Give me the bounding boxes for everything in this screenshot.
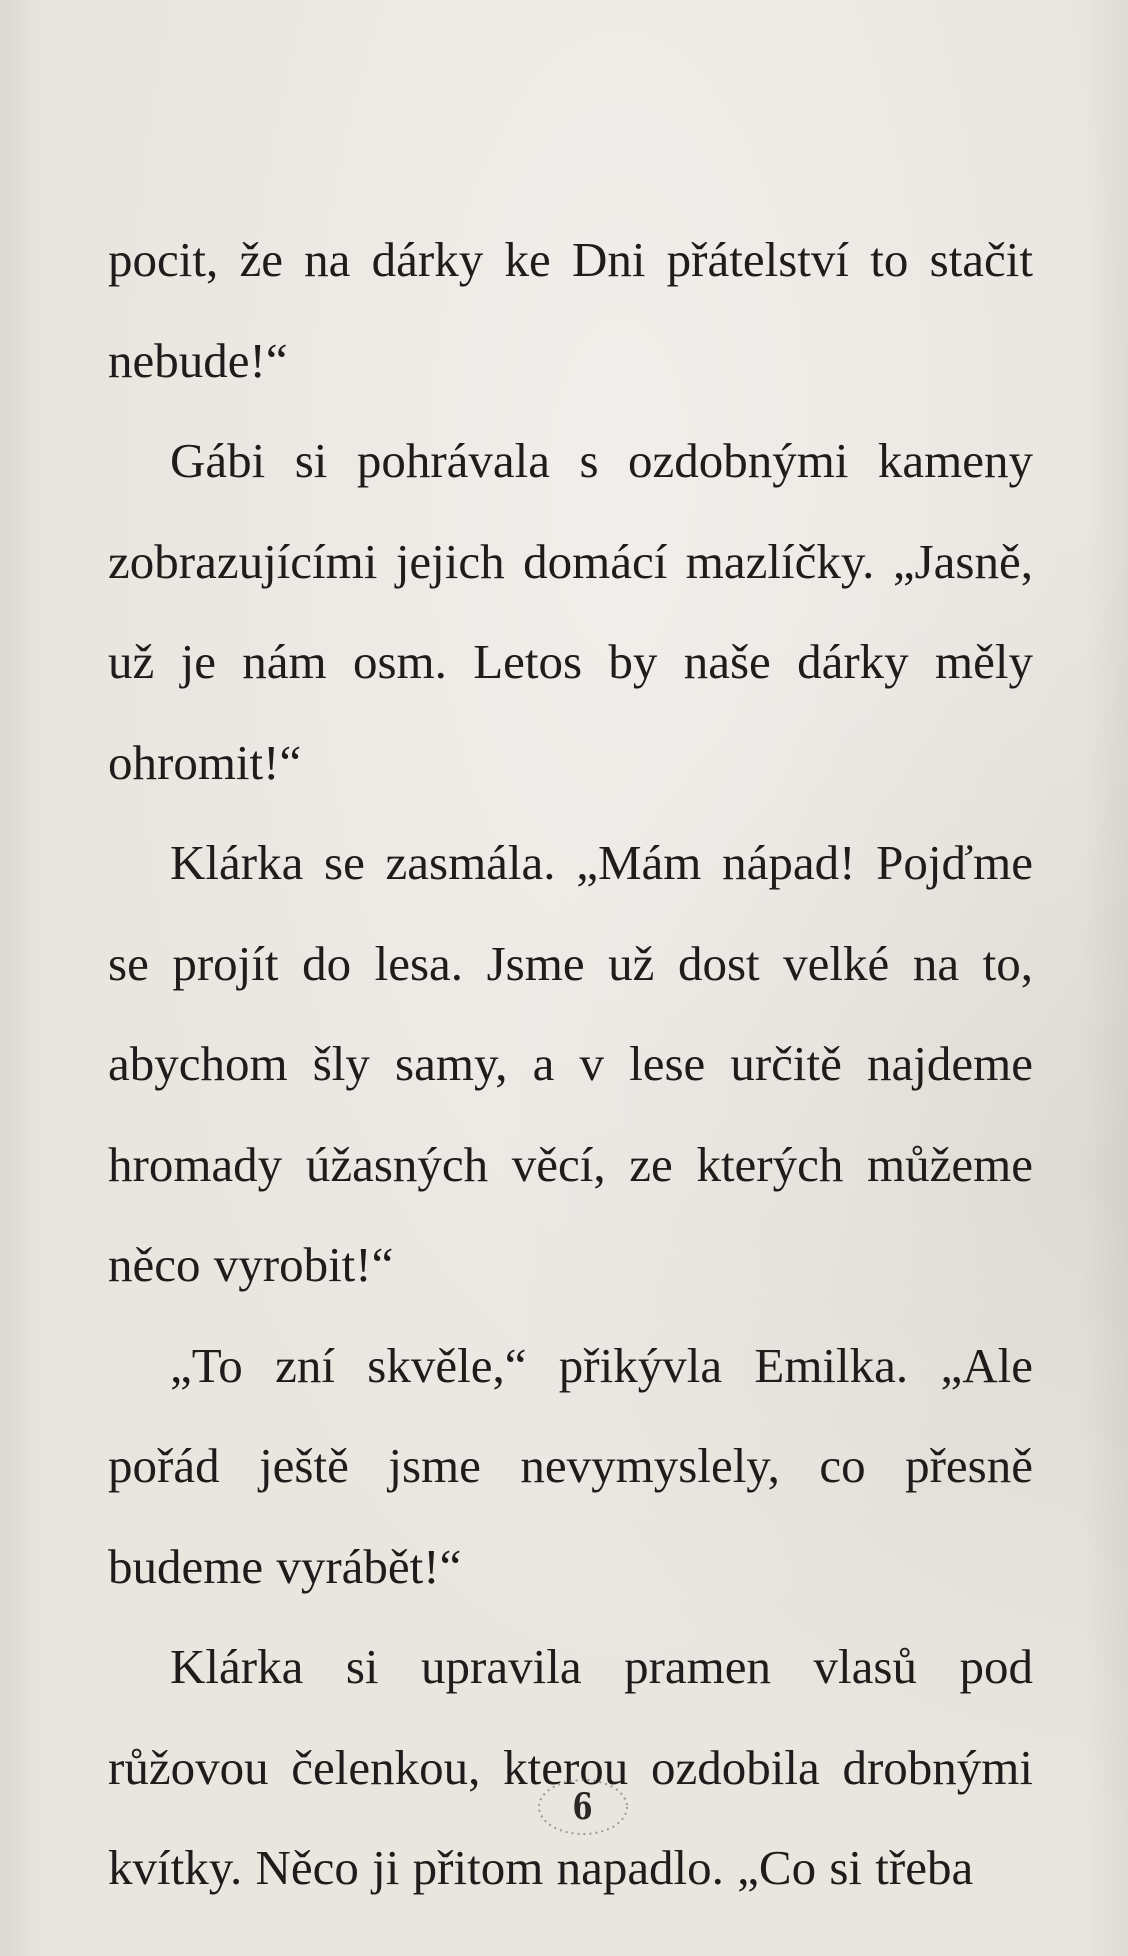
paragraph-1: pocit, že na dárky ke Dni přátelství to stačit nebude!“ (108, 232, 1033, 388)
paragraph-3: Klárka se zasmála. „Mám nápad! Pojďme se projít do lesa. Jsme už dost velké na to, abychom šly samy, a v lese určitě najdeme hromady úžasných věcí, ze kterých můžeme něco vyrobit!“ (108, 835, 1033, 1292)
page-number-badge (528, 1772, 638, 1842)
body-text (108, 210, 1033, 1919)
paragraph-5: Klárka si upravila pramen vlasů pod růžovou čelenkou, kterou ozdobila drobnými kvítky. Něco ji přitom napadlo. „Co si třeba (108, 1639, 1033, 1895)
page-number: 6 (572, 1786, 594, 1828)
paragraph-2: Gábi si pohrávala s ozdobnými kameny zobrazujícími jejich domácí mazlíčky. „Jasně, už je nám osm. Letos by naše dárky měly ohromit!“ (108, 433, 1033, 790)
paragraph-4: „To zní skvěle,“ přikývla Emilka. „Ale pořád ještě jsme nevymyslely, co přesně budeme vyrábět!“ (108, 1337, 1033, 1594)
